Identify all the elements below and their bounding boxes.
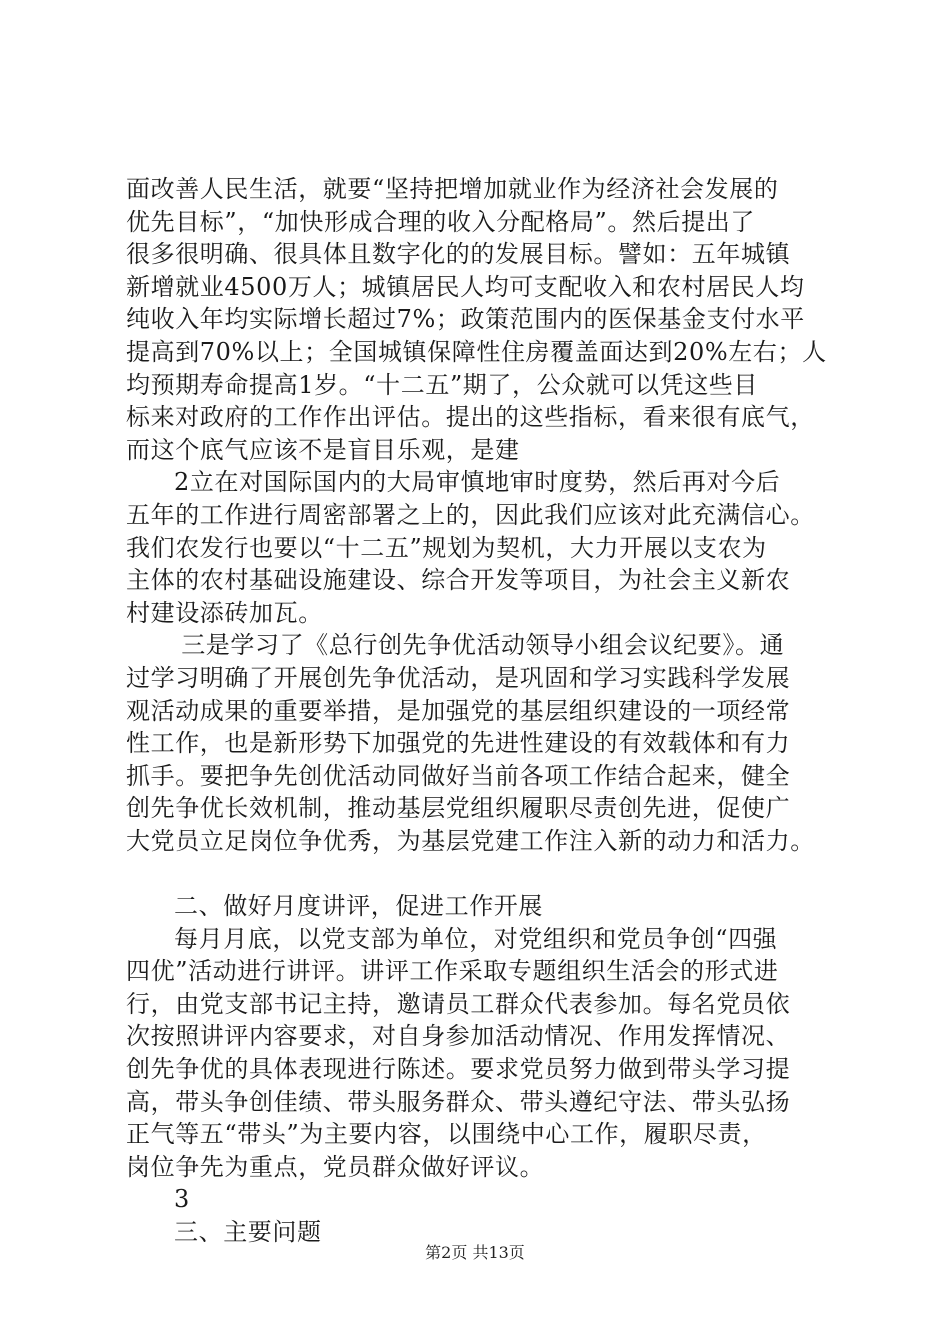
text-line: 大党员立足岗位争优秀，为基层党建工作注入新的动力和活力。 <box>126 826 815 855</box>
document-body <box>126 173 846 1249</box>
text-line: 高，带头争创佳绩、带头服务群众、带头遵纪守法、带头弘扬 <box>126 1087 791 1116</box>
text-line: 三、主要问题 <box>174 1218 322 1246</box>
text-line: 创先争优的具体表现进行陈述。要求党员努力做到带头学习提 <box>126 1055 791 1084</box>
text-line: 抓手。要把争先创优活动同做好当前各项工作结合起来，健全 <box>126 761 791 790</box>
text-line: 观活动成果的重要举措，是加强党的基层组织建设的一项经常 <box>126 696 791 725</box>
text-line: 岗位争先为重点，党员群众做好评议。 <box>126 1152 545 1181</box>
text-line: 提高到70%以上；全国城镇保障性住房覆盖面达到20%左右；人 <box>126 337 827 366</box>
text-line: 3 <box>174 1185 190 1214</box>
blank-line <box>126 857 846 890</box>
text-line: 新增就业4500万人；城镇居民人均可支配收入和农村居民人均 <box>126 272 805 301</box>
text-line: 性工作，也是新形势下加强党的先进性建设的有效载体和有力 <box>126 729 791 758</box>
text-line: 三是学习了《总行创先争优活动领导小组会议纪要》。通 <box>181 631 785 660</box>
text-line: 面改善人民生活，就要“坚持把增加就业作为经济社会发展的 <box>126 175 779 203</box>
text-line: 很多很明确、很具体且数字化的的发展目标。譬如：五年城镇 <box>126 240 791 269</box>
text-line: 主体的农村基础设施建设、综合开发等项目，为社会主义新农 <box>126 566 791 595</box>
text-line: 五年的工作进行周密部署之上的，因此我们应该对此充满信心。 <box>126 500 815 529</box>
text-line: 优先目标”，“加快形成合理的收入分配格局”。然后提出了 <box>126 207 756 236</box>
text-line: 二、做好月度讲评，促进工作开展 <box>174 892 543 921</box>
text-line: 村建设添砖加瓦。 <box>126 598 323 627</box>
text-line: 纯收入年均实际增长超过7%；政策范围内的医保基金支付水平 <box>126 305 805 334</box>
text-line: 行，由党支部书记主持，邀请员工群众代表参加。每名党员依 <box>126 989 791 1018</box>
text-line: 而这个底气应该不是盲目乐观，是建 <box>126 435 520 464</box>
text-line: 次按照讲评内容要求，对自身参加活动情况、作用发挥情况、 <box>126 1022 791 1051</box>
text-line: 均预期寿命提高1岁。“十二五”期了，公众就可以凭这些目 <box>126 370 759 399</box>
text-line: 每月月底，以党支部为单位，对党组织和党员争创“四强 <box>174 924 778 953</box>
page-footer: 第2页 共13页 <box>425 1243 525 1262</box>
text-line: 标来对政府的工作作出评估。提出的这些指标，看来很有底气， <box>126 403 815 432</box>
text-line: 过学习明确了开展创先争优活动，是巩固和学习实践科学发展 <box>126 663 791 692</box>
text-line: 正气等五“带头”为主要内容，以围绕中心工作，履职尽责， <box>126 1120 767 1149</box>
text-line: 四优”活动进行讲评。讲评工作采取专题组织生活会的形式进 <box>126 957 779 986</box>
text-line: 创先争优长效机制，推动基层党组织履职尽责创先进，促使广 <box>126 794 791 823</box>
text-line: 2立在对国际国内的大局审慎地审时度势，然后再对今后 <box>174 468 781 497</box>
text-line: 我们农发行也要以“十二五”规划为契机，大力开展以支农为 <box>126 533 767 562</box>
